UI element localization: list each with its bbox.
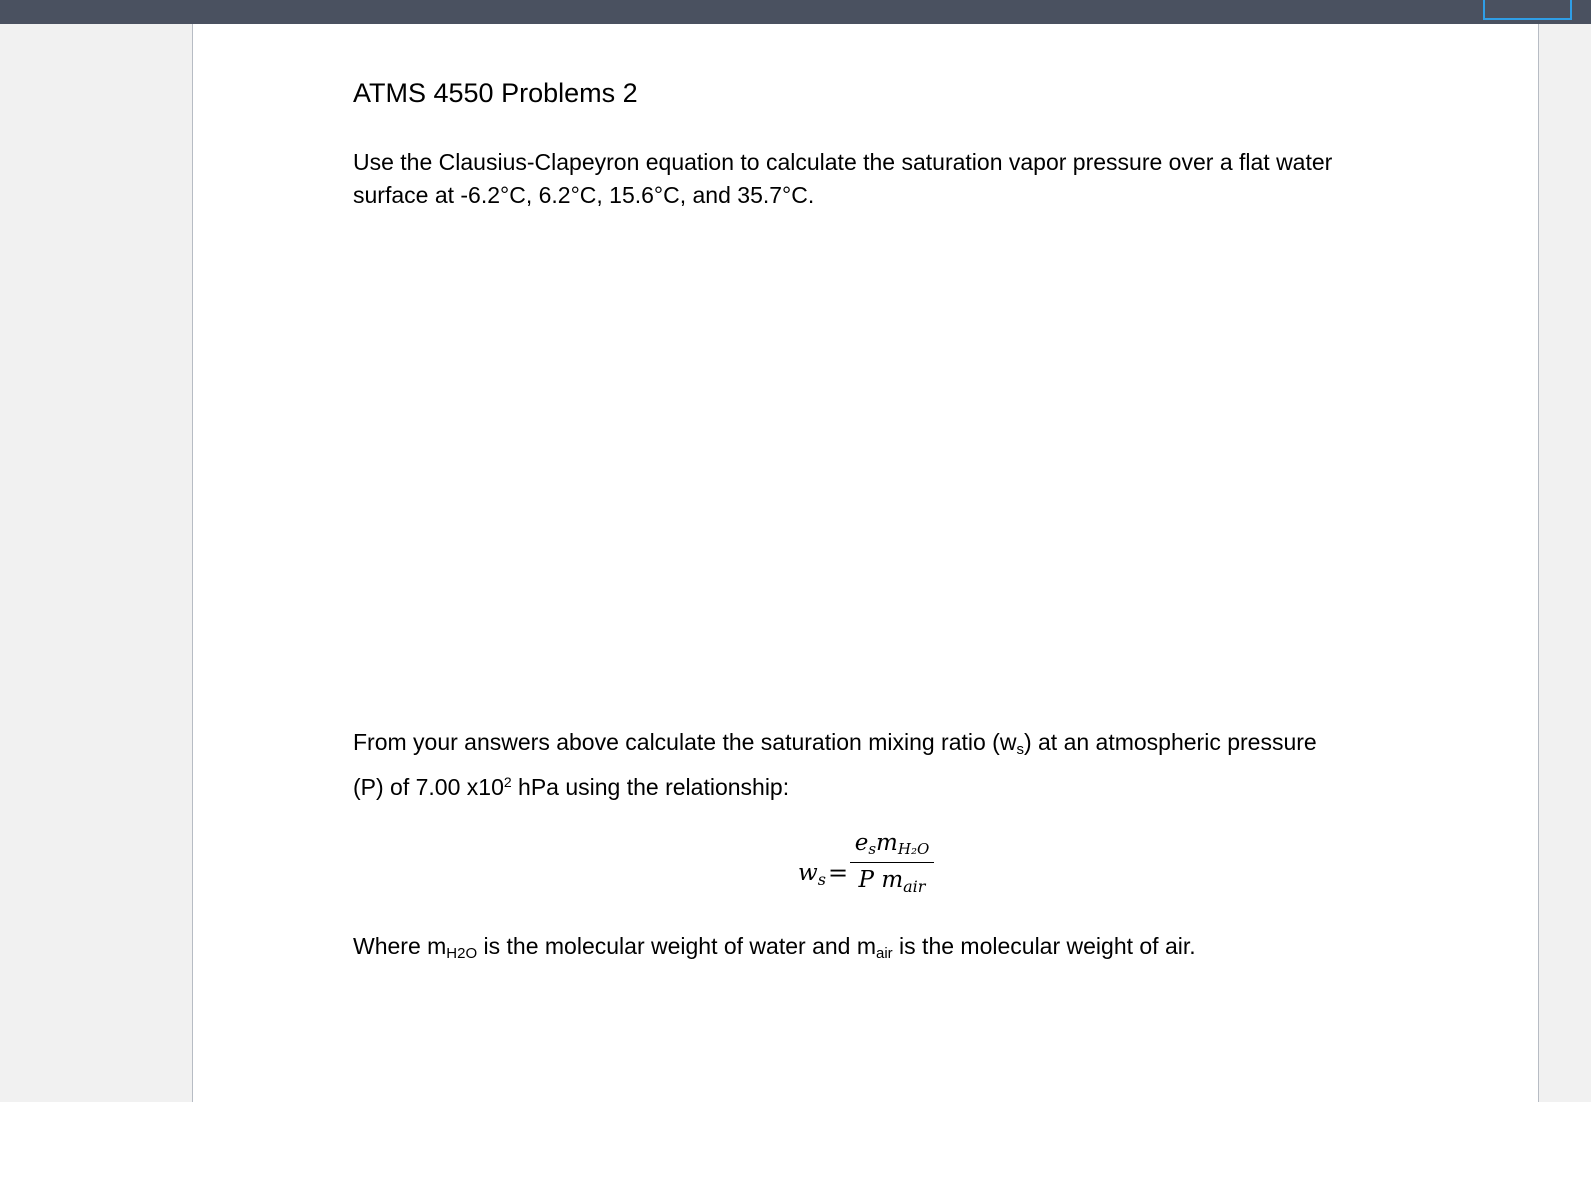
blank-area <box>0 1102 1591 1196</box>
problem-2-text <box>353 726 1383 804</box>
equation-lhs: $w_s$ <box>798 860 826 889</box>
equation-equals: = <box>828 859 849 887</box>
top-toolbar <box>0 0 1591 24</box>
fraction-bar <box>850 862 934 863</box>
equation-numerator: $e_sm_{H_2O}$ <box>854 830 930 858</box>
problem-2-line-1: From your answers above calculate the saturation mixing ratio $(w_s)$ at an atmospheric pressure <box>353 729 1317 758</box>
definition-note: Where $m_{H2O}$ is the molecular weight of water and $m_{air}$ is the molecular weight of air. <box>353 933 1196 962</box>
equation-denominator: P $m_{air}$ <box>858 867 926 896</box>
equation-fraction <box>850 822 934 896</box>
document-viewer <box>0 24 1591 1102</box>
problem-2-line-2: (P) of 7.00 $x10^2$ hPa using the relationship: <box>353 774 790 800</box>
problem-1-text: Use the Clausius-Clapeyron equation to calculate the saturation vapor pressure over a flat water surface at -6.2°C, 6.2°C, 15.6°C, and 35.7°C. <box>353 149 1333 208</box>
document-page <box>192 24 1539 1102</box>
document-title: ATMS 4550 Problems 2 <box>353 78 638 108</box>
toolbar-search-box[interactable] <box>1483 0 1572 20</box>
